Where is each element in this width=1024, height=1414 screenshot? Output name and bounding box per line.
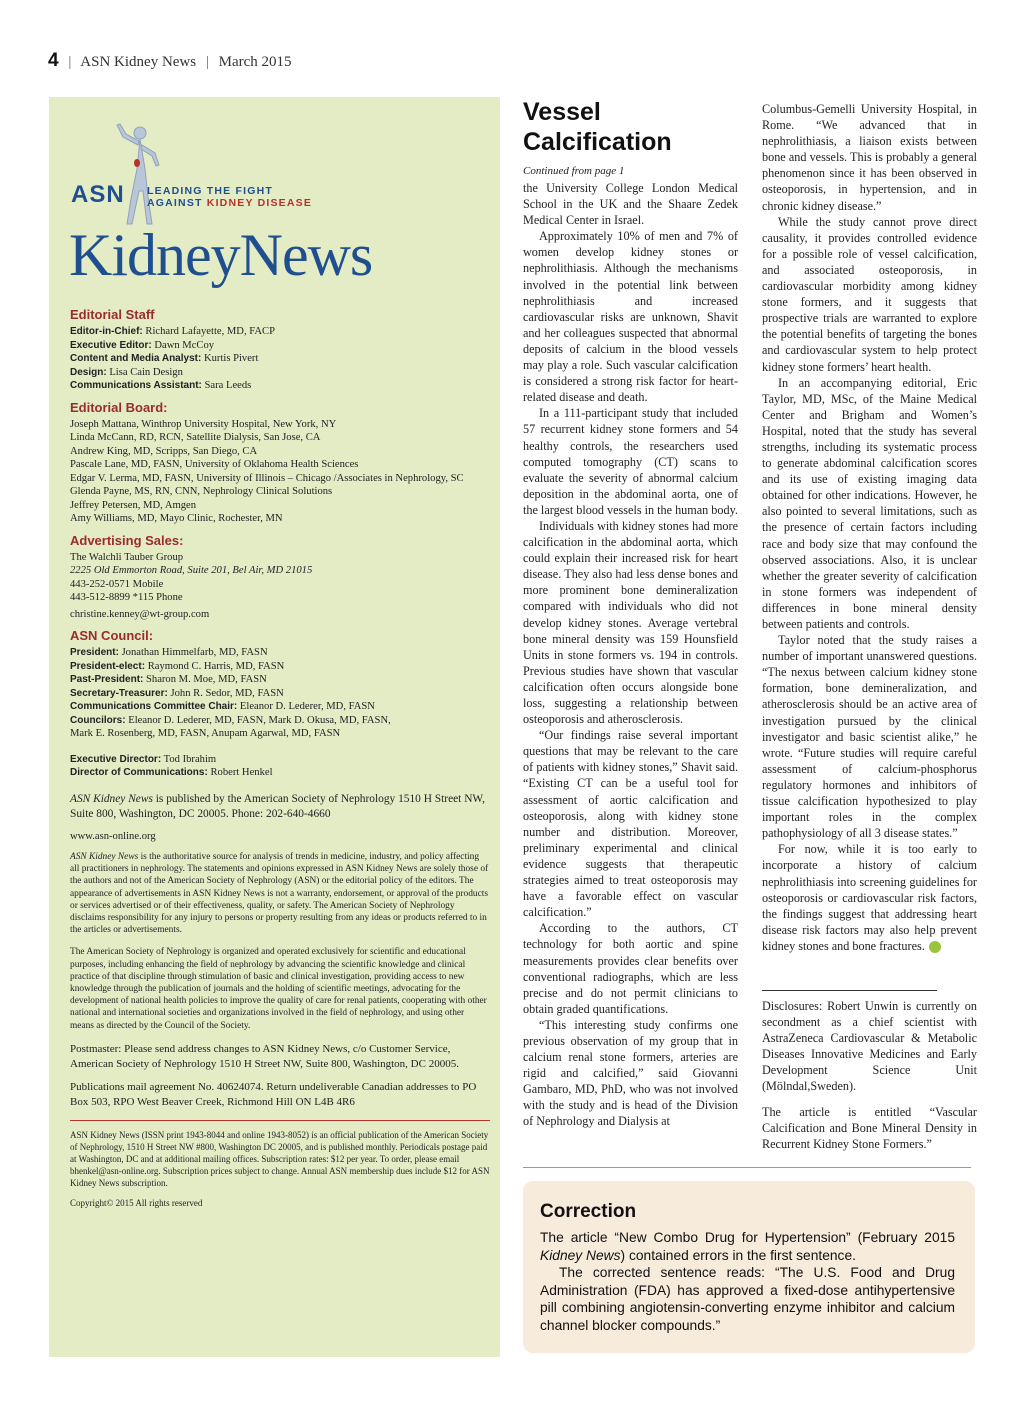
authoritative-statement: ASN Kidney News is the authoritative source for analysis of trends in medicine, industry, and policy affecting all practitioners in nephrology. The statements and opinions expressed in ASN Kidney News are solely those of the authors and not of the American Society of Nephrology (ASN) or the editorial policy of the editors. The appearance of advertisements in ASN Kidney News is not a warranty, endorsement, or approval of the products or services advertised or of their effectiveness, quality, or safety. The American Society of Nephrology disclaims responsibility for any injury to persons or property resulting from any ideas or products referred to in the articles or advertisements. xyxy=(70,852,489,936)
human-figure-icon xyxy=(113,119,163,229)
board-member: Glenda Payne, MS, RN, CNN, Nephrology Clinical Solutions xyxy=(70,486,333,497)
asn-council xyxy=(70,628,490,741)
council-line: Communications Committee Chair: Eleanor D. Lederer, MD, FASN xyxy=(70,701,375,712)
board-member: Pascale Lane, MD, FASN, University of Oklahoma Health Sciences xyxy=(70,459,359,470)
paragraph: For now, while it is too early to incorporate a history of calcium nephrolithiasis into screening guidelines for osteoporosis or cardiovascular risk factors, the findings suggest that addressing heart disease risk factors may also help prevent kidney stones and bone fractures. xyxy=(762,842,977,953)
society-statement: The American Society of Nephrology is organized and operated exclusively for scientific and educational purposes, including enhancing the field of nephrology by advancing the scientific knowledge and clinical practice of that discipline through stimulation of basic and clinical investigation, providing access to new knowledge through the publication of journals and the holding of scientific meetings, advocating for the development of national health policies to improve the quality of care for renal patients, cooperating with other national and international societies and organizations involved in the field of nephrology, and using other means as directed by the Council of the Society. xyxy=(70,947,487,1031)
board-member: Linda McCann, RD, RCN, Satellite Dialysis, San Jose, CA xyxy=(70,432,321,443)
correction-box xyxy=(523,1181,975,1353)
paragraph: “This interesting study confirms one previous observation of my group that in calcium renal stone formers, arteries are rigid and calcified,” said Giovanni Gambaro, MD, PhD, who was not involved with the study and is head of the Division of Nephrology and Dialysis at xyxy=(523,1017,738,1129)
council-line: Councilors: Eleanor D. Lederer, MD, FASN, Mark D. Okusa, MD, FASN, xyxy=(70,714,391,726)
staff-line: Content and Media Analyst: Kurtis Pivert xyxy=(70,353,259,364)
board-member: Jeffrey Petersen, MD, Amgen xyxy=(70,499,197,511)
paragraph: In an accompanying editorial, Eric Taylor, MD, MSc, of the Maine Medical Center and Brigham and Women’s Hospital, noted that the study has several strengths, including its systematic process to generate abdominal calcification scores and its use of existing imaging data obtained for other indications. However, he also pointed to several limitations, such as the presence of certain factors including race and body size that may confound the observed associations. Also, it is unclear whether the greater severity of calcification in stone formers was independent of differences in bone mineral density between patients and controls. xyxy=(762,375,977,631)
page-number: 4 xyxy=(48,50,59,71)
paragraph: Individuals with kidney stones had more calcification in the abdominal aorta, which could explain their increased risk for heart disease. They also had less dense bones and more prominent bone demineralization compared with individuals who did not develop kidney stones. Average vertebral bone mineral density was 159 Hounsfield Units in stone formers vs. 194 in controls. Previous studies have shown that vascular calcification often occurs alongside bone loss, suggesting a relationship between osteoporosis and atherosclerosis. xyxy=(523,518,738,727)
council-line: Secretary-Treasurer: John R. Sedor, MD, FASN xyxy=(70,687,284,699)
council-line: Past-President: Sharon M. Moe, MD, FASN xyxy=(70,674,267,685)
board-member: Joseph Mattana, Winthrop University Hospital, New York, NY xyxy=(70,418,337,430)
council-line: Mark E. Rosenberg, MD, FASN, Anupam Agarwal, MD, FASN xyxy=(70,728,341,739)
paragraph: In a 111-participant study that included 57 recurrent kidney stone formers and 54 healthy controls, the researchers used computed tomography (CT) scans to evaluate the severity of abnormal calcium deposition in the abdominal aorta, one of the largest blood vessels in the human body. xyxy=(523,406,738,517)
issue-date: March 2015 xyxy=(218,54,292,70)
article-reference: The article is entitled “Vascular Calcification and Bone Mineral Density in Recurrent Kidney Stone Formers.” xyxy=(762,1104,977,1151)
tagline-line-1: LEADING THE FIGHT xyxy=(147,185,273,197)
correction-paragraph: The corrected sentence reads: “The U.S. Food and Drug Administration (FDA) has approved a fixed-dose antihypertensive pill combining angiotensin-converting enzyme inhibitor and calcium channel blocker compounds.” xyxy=(540,1265,955,1333)
publication-name: ASN Kidney News xyxy=(80,54,197,70)
postmaster-notice: Postmaster: Please send address changes to ASN Kidney News, c/o Customer Service, American Society of Nephrology 1510 H Street NW, Suite 800, Washington, DC 20005. xyxy=(70,1042,459,1070)
article-column-1 xyxy=(523,180,738,1130)
board-member: Edgar V. Lerma, MD, FASN, University of Illinois – Chicago /Associates in Nephrology, SC xyxy=(70,472,464,484)
editorial-board-heading: Editorial Board: xyxy=(70,399,168,415)
correction-body xyxy=(540,1229,955,1335)
editorial-board xyxy=(70,400,490,526)
asn-logo xyxy=(69,119,469,294)
header-separator: | xyxy=(68,54,72,70)
website[interactable]: www.asn-online.org xyxy=(70,830,156,842)
paragraph: the University College London Medical School in the UK and the Shaare Zedek Medical Center in Israel. xyxy=(523,181,738,228)
page-header xyxy=(48,50,292,72)
ad-address: 2225 Old Emmorton Road, Suite 201, Bel Air, MD 21015 xyxy=(70,565,313,576)
paragraph: Approximately 10% of men and 7% of women develop kidney stones or nephrolithiasis. Although the mechanisms involved in the potential link between nephrolithiasis and increased cardiovascular risks are unknown, Shavit and her colleagues suspected that abnormal deposits of calcium in the blood vessels may play a role. Such vascular calcification is considered a strong risk factor for heart-related disease and death. xyxy=(523,229,738,405)
council-line: President-elect: Raymond C. Harris, MD, FASN xyxy=(70,660,285,672)
article-column-2 xyxy=(762,101,977,954)
ad-mobile: 443-252-0571 Mobile xyxy=(70,578,164,590)
asn-wordmark: ASN xyxy=(71,181,125,208)
advertising-heading: Advertising Sales: xyxy=(70,532,184,548)
end-of-article-dot-icon xyxy=(929,941,941,953)
executive-line: Director of Communications: Robert Henkel xyxy=(70,767,273,778)
staff-line: Editor-in-Chief: Richard Lafayette, MD, FACP xyxy=(70,326,275,337)
disclosure-divider xyxy=(762,990,937,991)
board-member: Andrew King, MD, Scripps, San Diego, CA xyxy=(70,445,258,457)
header-separator: | xyxy=(205,54,209,70)
staff-line: Executive Editor: Dawn McCoy xyxy=(70,339,215,351)
staff-line: Design: Lisa Cain Design xyxy=(70,366,183,378)
paragraph: While the study cannot prove direct causality, it provides controlled evidence for a possible role of vessel calcification, and associated osteoporosis, in cardiovascular morbidity among kidney stone formers, and it suggests that prospective trials are warranted to explore the potential benefits of targeting the bones and cardiovascular system to help protect kidney stone formers’ heart health. xyxy=(762,214,977,374)
paragraph: Taylor noted that the study raises a number of important unanswered questions. “The nexus between calcium kidney stone formation, bone demineralization, and atherosclerosis should be an active area of investigation pursued by the clinical investigator and basic scientist alike,” he wrote. “Future studies will require careful assessment of calcium-phosphorus regulatory hormones and inhibitors of tissue calcification hypothesized to play important roles in the complex pathophysiology of all 3 disease states.” xyxy=(762,633,977,841)
disclosures: Disclosures: Robert Unwin is currently on secondment as a chief scientist with AstraZeneca Cardiovascular & Metabolic Diseases Innovative Medicines and Early Development Science Unit (Mölndal,Sweden). xyxy=(762,999,977,1094)
ad-phone: 443-512-8899 *115 Phone xyxy=(70,592,183,603)
issn-statement: ASN Kidney News (ISSN print 1943-8044 and online 1943-8052) is an official publication of the American Society of Nephrology, 1510 H Street NW #800, Washington DC 20005, and is published monthly. Periodicals postage paid at Washington, DC and at additional mailing offices. Subscription rates: $12 per year. To order, please email bhenkel@asn-online.org. Subscription prices subject to change. Annual ASN membership dues include $12 for ASN Kidney News subscription. xyxy=(70,1129,490,1188)
copyright: Copyright© 2015 All rights reserved xyxy=(70,1197,203,1208)
advertising-sales xyxy=(70,533,490,622)
logo-tagline xyxy=(147,185,312,209)
editorial-staff xyxy=(70,307,490,393)
staff-line: Communications Assistant: Sara Leeds xyxy=(70,380,252,391)
paragraph: Columbus-Gemelli University Hospital, in Rome. “We advanced that in nephrolithiasis, a liaison exists between bone and vessels. This is probably a general phenomenon since it has been observed in osteoporosis, in hypertension, and in chronic kidney disease.” xyxy=(762,102,977,213)
correction-heading: Correction xyxy=(540,1201,637,1222)
editorial-staff-heading: Editorial Staff xyxy=(70,307,155,322)
masthead-text xyxy=(70,307,490,1209)
article-bottom-divider xyxy=(523,1167,971,1168)
continued-from: Continued from page 1 xyxy=(523,165,625,177)
divider xyxy=(70,1120,490,1121)
council-line: President: Jonathan Himmelfarb, MD, FASN xyxy=(70,647,268,658)
correction-paragraph: The article “New Combo Drug for Hypertension” (February 2015 Kidney News) contained errors in the first sentence. xyxy=(540,1230,955,1263)
board-member: Amy Williams, MD, Mayo Clinic, Rochester, MN xyxy=(70,513,283,524)
article-disclosures xyxy=(762,998,977,1161)
paragraph: According to the authors, CT technology for both aortic and spine measurements provides clear benefits over conventional radiographs, which are less precise and do not permit clinicians to obtain graded quantifications. xyxy=(523,921,738,1016)
ad-company: The Walchli Tauber Group xyxy=(70,551,184,563)
paragraph: “Our findings raise several important questions that may be relevant to the care of patients with kidney stones,” Shavit said. “Existing CT can be a useful tool for assessment of aortic calcification and osteoporosis, along with kidney stone number and distribution. Moreover, preliminary experimental and clinical evidence suggests that therapeutic strategies aimed to treat osteoporosis may have a favorable effect on vascular calcification.” xyxy=(523,728,738,920)
kidney-news-wordmark: KidneyNews xyxy=(69,222,373,288)
executive-staff xyxy=(70,753,490,780)
tagline-line-2: AGAINST KIDNEY DISEASE xyxy=(147,197,313,209)
executive-line: Executive Director: Tod Ibrahim xyxy=(70,753,217,765)
council-heading: ASN Council: xyxy=(70,628,154,643)
publications-mail: Publications mail agreement No. 40624074. Return undeliverable Canadian addresses to PO Box 503, RPO West Beaver Creek, Richmond Hill ON L4B 4R6 xyxy=(70,1080,477,1108)
article-title: Vessel Calcification xyxy=(523,98,672,156)
ad-email[interactable]: christine.kenney@wt-group.com xyxy=(70,608,210,620)
masthead-panel xyxy=(49,97,500,1357)
publisher-info: ASN Kidney News is published by the American Society of Nephrology 1510 H Street NW, Suite 800, Washington, DC 20005. Phone: 202-640-4660 xyxy=(70,792,485,820)
